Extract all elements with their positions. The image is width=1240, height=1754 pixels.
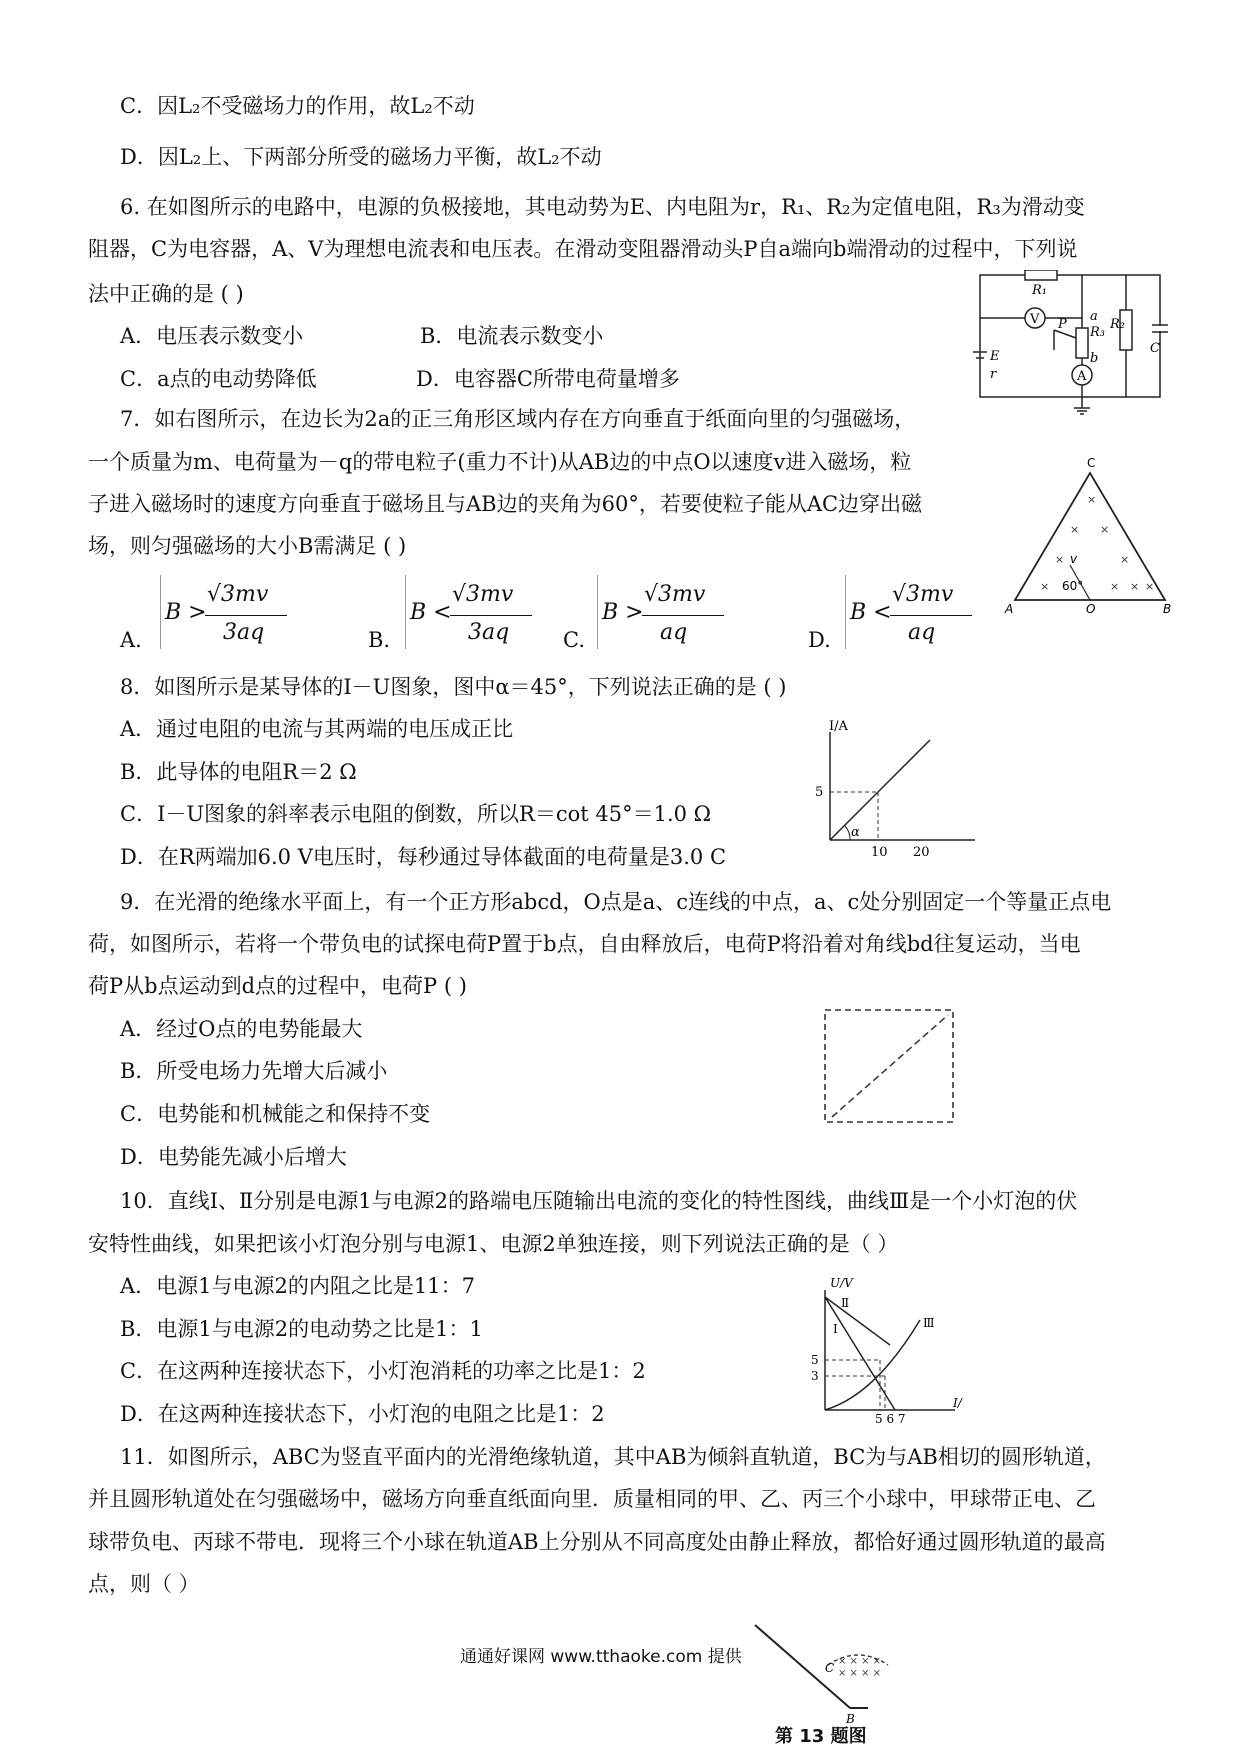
q8-iu-graph [815, 720, 985, 860]
q10-stem-line1: 10．直线Ⅰ、Ⅱ分别是电源1与电源2的路端电压随输出电流的变化的特性图线，曲线Ⅲ是一个小灯泡的伏 [120, 1189, 1078, 1213]
svg-text:V: V [1030, 312, 1040, 327]
q7-option-a-numerator: √3mv [207, 582, 269, 607]
svg-text:B: B [1163, 602, 1172, 615]
q6-option-a: A．电压表示数变小 [120, 324, 304, 348]
svg-text:×: × [1110, 580, 1120, 593]
q7-option-b-denominator: 3aq [468, 620, 510, 645]
svg-text:b: b [1090, 351, 1099, 366]
svg-text:C: C [825, 1661, 835, 1675]
svg-text:R₃: R₃ [1090, 325, 1105, 340]
svg-text:5: 5 [815, 785, 824, 800]
q7-option-d-label: D. [808, 628, 831, 652]
q7-stem-line4: 场，则匀强磁场的大小B需满足 ( ) [88, 534, 407, 558]
svg-text:×: × [1070, 523, 1080, 536]
svg-text:5: 5 [811, 1353, 819, 1367]
svg-text:α: α [851, 825, 860, 840]
svg-text:×: × [1100, 523, 1110, 536]
q7-option-c-denominator: aq [660, 620, 688, 645]
q11-stem-line2: 并且圆形轨道处在匀强磁场中，磁场方向垂直纸面向里．质量相同的甲、乙、丙三个小球中，甲球带正电、乙 [88, 1487, 1096, 1511]
q7-option-b-lhs: B < [410, 600, 452, 625]
svg-text:a: a [1090, 309, 1098, 324]
q8-option-d: D．在R两端加6.0 V电压时，每秒通过导体截面的电荷量是3.0 C [120, 845, 727, 869]
q7-option-a-label: A. [120, 628, 142, 652]
q5-option-d: D．因L₂上、下两部分所受的磁场力平衡，故L₂不动 [120, 145, 602, 169]
q7-stem-line2: 一个质量为m、电荷量为－q的带电粒子(重力不计)从AB边的中点O以速度v进入磁场，粒 [88, 450, 912, 474]
svg-text:E: E [990, 349, 1000, 364]
q8-stem: 8．如图所示是某导体的I－U图象，图中α＝45°，下列说法正确的是 ( ) [120, 675, 787, 699]
q6-circuit-diagram [970, 270, 1170, 415]
svg-text:×: × [1055, 553, 1065, 566]
q9-option-c: C．电势能和机械能之和保持不变 [120, 1102, 431, 1126]
svg-text:I/: I/ [953, 1396, 962, 1410]
q8-option-a: A．通过电阻的电流与其两端的电压成正比 [120, 717, 514, 741]
q10-ui-graph [805, 1275, 985, 1425]
svg-text:U/V: U/V [830, 1276, 853, 1290]
svg-text:3: 3 [811, 1369, 819, 1383]
q7-option-c-label: C. [563, 628, 585, 652]
svg-text:5 6 7: 5 6 7 [875, 1412, 906, 1425]
q5-option-c: C．因L₂不受磁场力的作用，故L₂不动 [120, 94, 475, 118]
svg-text:× × × ×: × × × × [838, 1656, 882, 1667]
svg-text:C: C [1150, 341, 1160, 356]
q6-option-b: B．电流表示数变小 [420, 324, 604, 348]
svg-text:×: × [1130, 580, 1140, 593]
q9-stem-line1: 9．在光滑的绝缘水平面上，有一个正方形abcd，O点是a、c连线的中点，a、c处分别固定一个等量正点电 [120, 890, 1112, 914]
svg-text:60°: 60° [1062, 579, 1084, 593]
q7-option-d-denominator: aq [908, 620, 936, 645]
svg-text:× × × ×: × × × × [838, 1668, 882, 1679]
q6-stem-line2: 阻器，C为电容器，A、V为理想电流表和电压表。在滑动变阻器滑动头P自a端向b端滑动的过程中，下列说 [88, 237, 1078, 261]
q6-stem-line1: 6. 在如图所示的电路中，电源的负极接地，其电动势为E、内电阻为r，R₁、R₂为定值电阻，R₃为滑动变 [120, 195, 1085, 219]
svg-text:C: C [1087, 456, 1096, 470]
q7-option-c-lhs: B > [602, 600, 644, 625]
svg-text:×: × [1040, 580, 1050, 593]
q10-option-d: D．在这两种连接状态下，小灯泡的电阻之比是1：2 [120, 1402, 605, 1426]
footer-source: 通通好课网 www.tthaoke.com 提供 [460, 1647, 742, 1667]
q9-stem-line3: 荷P从b点运动到d点的过程中，电荷P ( ) [88, 974, 467, 998]
svg-text:Ⅰ: Ⅰ [833, 1322, 838, 1336]
svg-text:I/A: I/A [829, 720, 848, 734]
q9-square-diagram [820, 1005, 960, 1130]
q7-option-a-lhs: B > [165, 600, 207, 625]
svg-text:Ⅲ: Ⅲ [923, 1316, 935, 1330]
q13-track-diagram [740, 1620, 920, 1730]
q9-option-b: B．所受电场力先增大后减小 [120, 1059, 388, 1083]
svg-text:×: × [1145, 580, 1155, 593]
svg-text:P: P [1058, 317, 1067, 332]
svg-text:A: A [1005, 602, 1014, 615]
q10-stem-line2: 安特性曲线，如果把该小灯泡分别与电源1、电源2单独连接，则下列说法正确的是（ ） [88, 1232, 899, 1256]
svg-text:R₂: R₂ [1110, 317, 1125, 332]
q8-option-c: C．I－U图象的斜率表示电阻的倒数，所以R＝cot 45°＝1.0 Ω [120, 802, 712, 826]
q10-option-b: B．电源1与电源2的电动势之比是1：1 [120, 1317, 483, 1341]
svg-text:R₁: R₁ [1032, 283, 1047, 298]
q9-stem-line2: 荷，如图所示，若将一个带负电的试探电荷P置于b点，自由释放后，电荷P将沿着对角线bd往复运动，当电 [88, 932, 1081, 956]
q9-option-a: A．经过O点的电势能最大 [120, 1017, 363, 1041]
q6-stem-line3: 法中正确的是 ( ) [88, 282, 244, 306]
svg-text:×: × [1120, 553, 1130, 566]
q11-stem-line1: 11．如图所示，ABC为竖直平面内的光滑绝缘轨道，其中AB为倾斜直轨道，BC为与AB相切的圆形轨道， [120, 1445, 1106, 1469]
svg-text:v: v [1070, 552, 1078, 566]
q7-option-d-numerator: √3mv [892, 582, 954, 607]
q9-option-d: D．电势能先减小后增大 [120, 1145, 347, 1169]
svg-text:10: 10 [871, 845, 888, 860]
r1-resistor [1025, 270, 1057, 280]
q7-option-d-lhs: B < [850, 600, 892, 625]
svg-text:O: O [1086, 602, 1096, 615]
q7-option-b-numerator: √3mv [452, 582, 514, 607]
q7-option-b-label: B. [368, 628, 391, 652]
q10-option-c: C．在这两种连接状态下，小灯泡消耗的功率之比是1：2 [120, 1359, 646, 1383]
svg-text:B: B [846, 1712, 855, 1726]
q11-stem-line3: 球带负电、丙球不带电．现将三个小球在轨道AB上分别从不同高度处由静止释放，都恰好通过圆形轨道的最高 [88, 1530, 1106, 1554]
q6-option-d: D．电容器C所带电荷量增多 [416, 367, 680, 391]
r3-resistor [1076, 328, 1088, 358]
svg-text:A: A [1077, 369, 1087, 384]
q7-stem-line3: 子进入磁场时的速度方向垂直于磁场且与AB边的夹角为60°，若要使粒子能从AC边穿出磁 [88, 492, 923, 516]
figure-caption: 第 13 题图 [775, 1726, 867, 1747]
q7-option-c-numerator: √3mv [644, 582, 706, 607]
svg-text:20: 20 [913, 845, 930, 860]
svg-text:r: r [990, 367, 997, 382]
q7-triangle-diagram [1000, 455, 1180, 615]
q7-stem-line1: 7．如右图所示，在边长为2a的正三角形区域内存在方向垂直于纸面向里的匀强磁场， [120, 407, 916, 431]
q10-option-a: A．电源1与电源2的内阻之比是11：7 [120, 1274, 475, 1298]
q8-option-b: B．此导体的电阻R＝2 Ω [120, 760, 357, 784]
q11-stem-line4: 点，则（ ） [88, 1572, 200, 1596]
q7-option-a-denominator: 3aq [223, 620, 265, 645]
svg-text:×: × [1087, 493, 1097, 506]
svg-text:Ⅱ: Ⅱ [841, 1296, 850, 1310]
q6-option-c: C．a点的电动势降低 [120, 367, 317, 391]
